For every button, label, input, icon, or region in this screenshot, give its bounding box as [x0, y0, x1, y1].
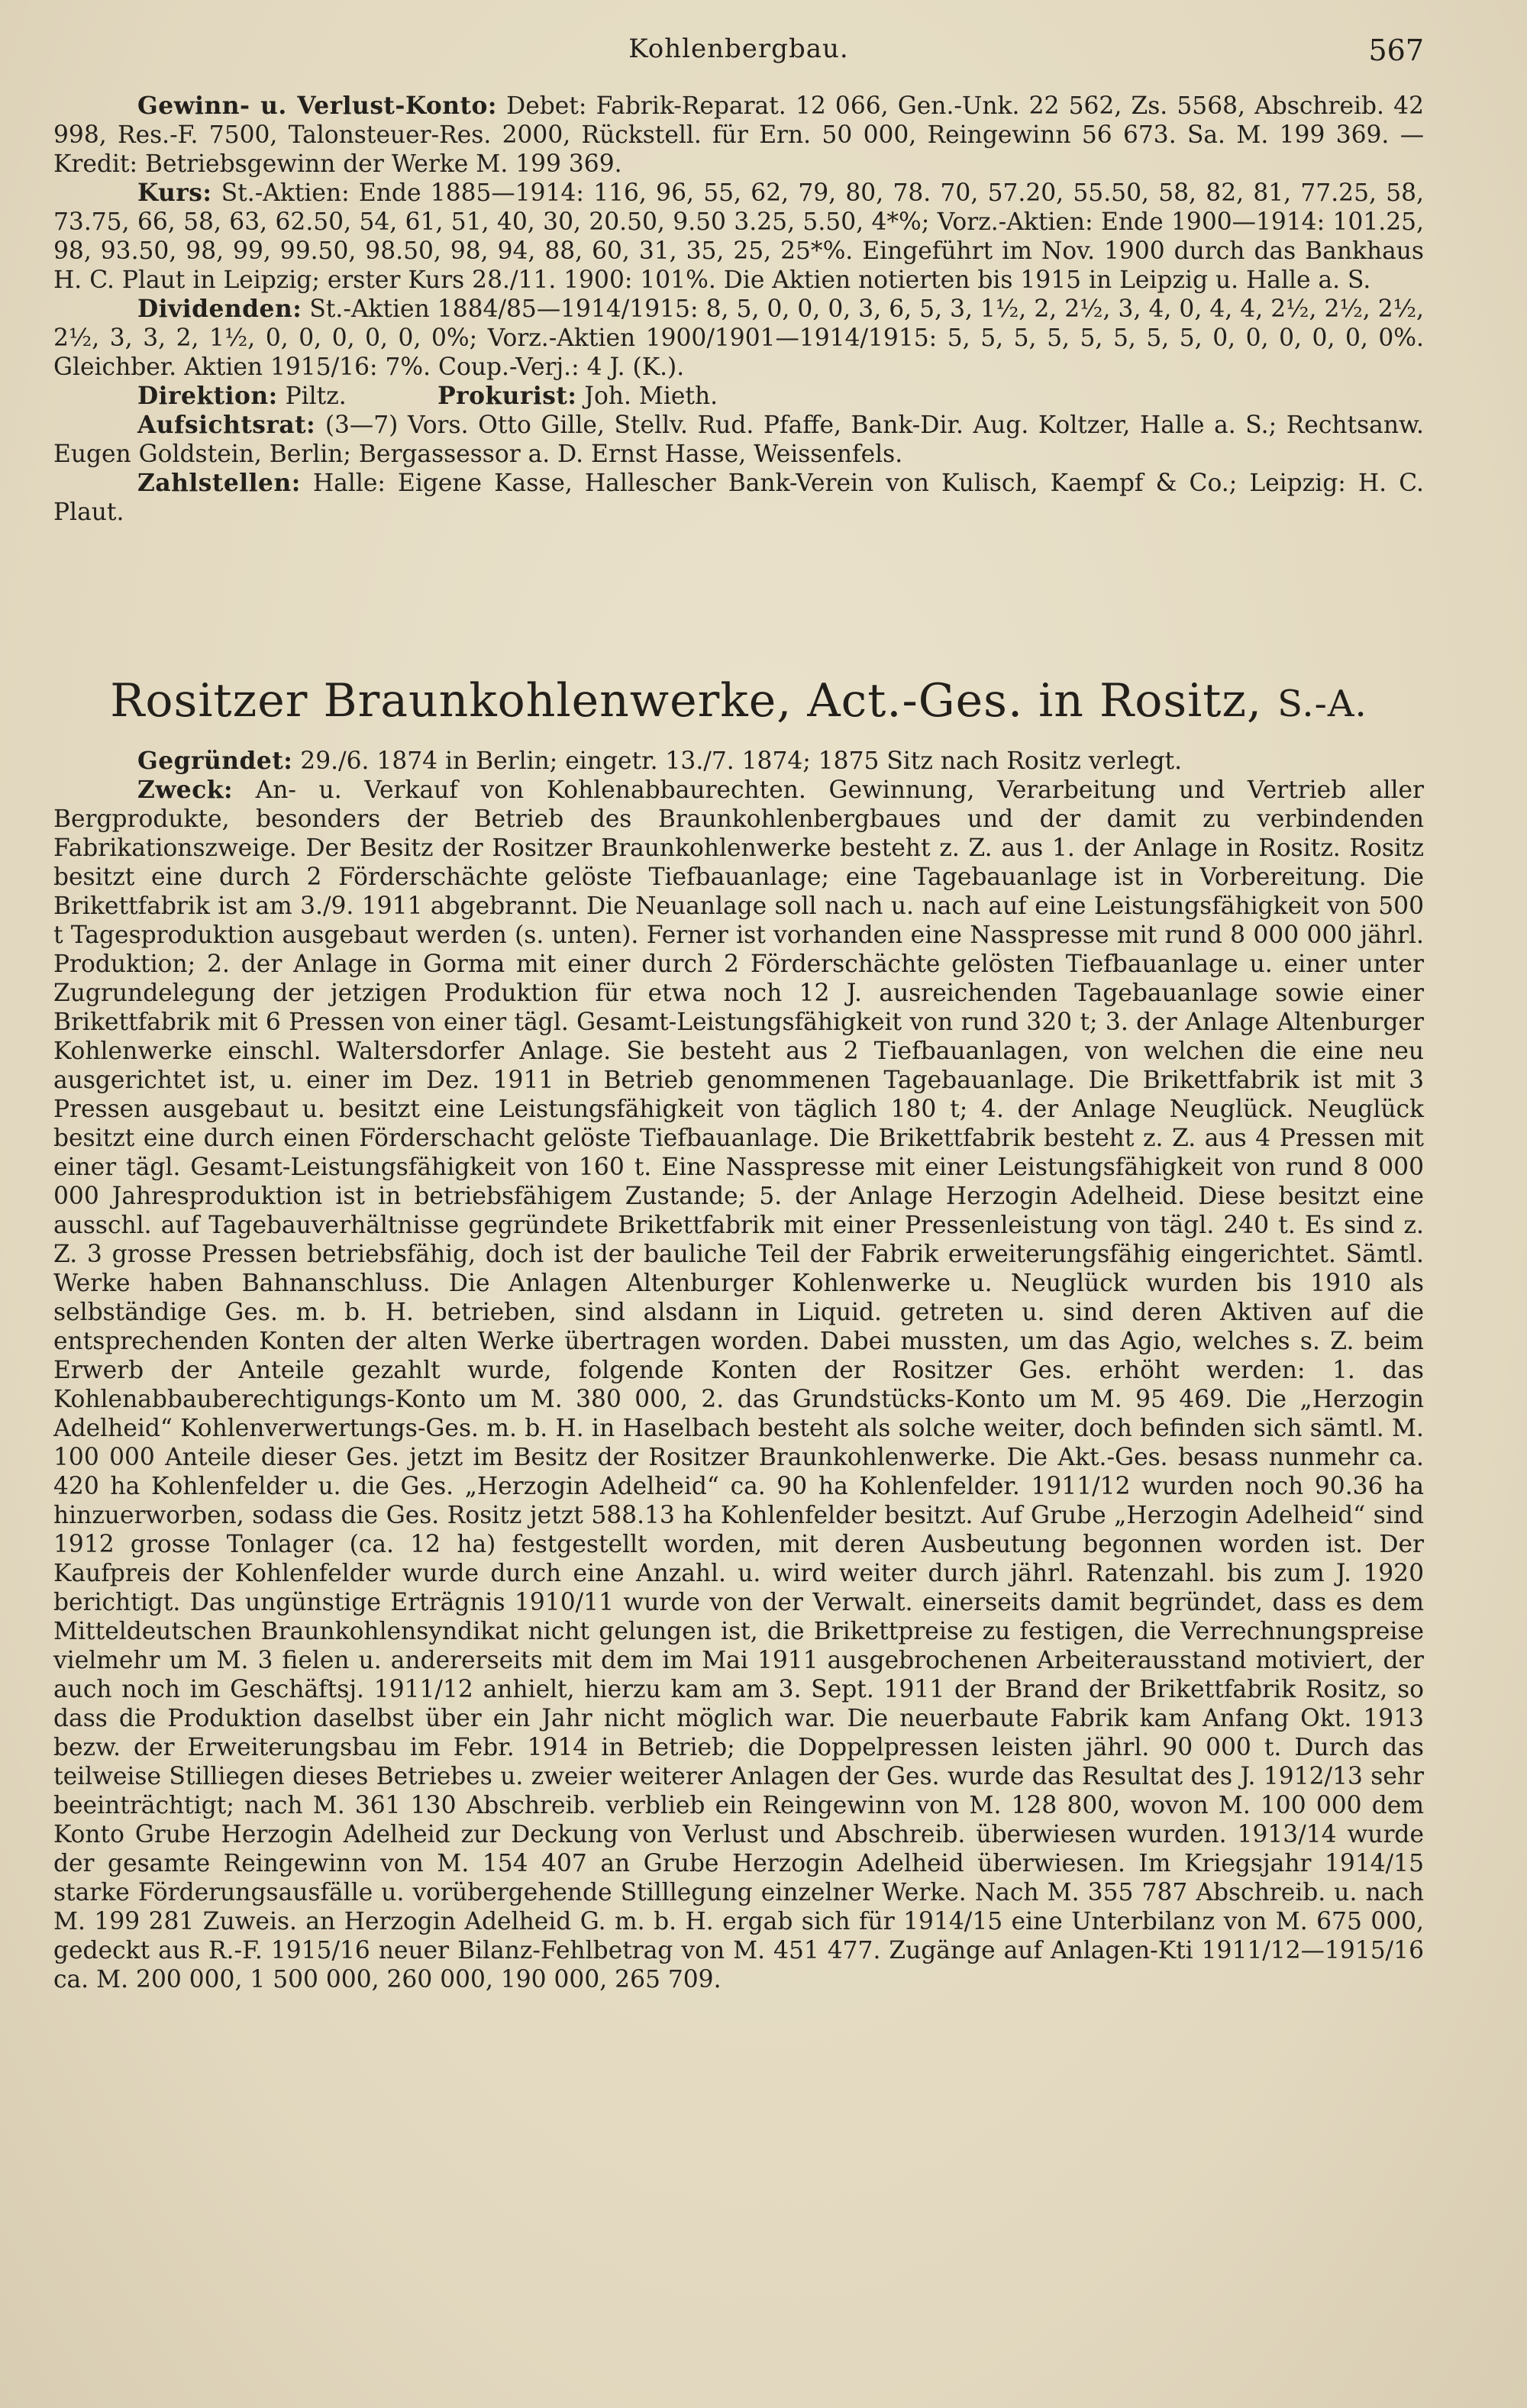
running-head: [53, 34, 1424, 72]
dividends-paragraph: [53, 295, 1424, 382]
profit-loss-text: Debet: Fabrik-Reparat. 12 066, Gen.-Unk. 22 562, Zs. 5568, Abschreib. 42 998, Res.-F. 7500, Talonsteuer-Res. 2000, Rückstell. für Ern. 50 000, Reingewinn 56 673. Sa. M. 199 369. — Kredit: Betriebsgewinn der Werke M. 199 369.: [53, 92, 1425, 178]
kurs-label: Kurs:: [137, 179, 212, 207]
supervisory-board-label: Aufsichtsrat:: [137, 412, 316, 439]
purpose-paragraph: [53, 776, 1424, 1994]
supervisory-board-text: (3—7) Vors. Otto Gille, Stellv. Rud. Pfaffe, Bank-Dir. Aug. Koltzer, Halle a. S.; Rechtsanw. Eugen Goldstein, Berlin; Bergassessor a. D. Ernst Hasse, Weissenfels.: [53, 412, 1424, 468]
running-head-title: Kohlenbergbau.: [628, 34, 849, 64]
paying-agents-paragraph: [53, 469, 1424, 527]
page-number: 567: [1368, 34, 1424, 67]
dividends-label: Dividenden:: [137, 295, 302, 323]
founded-text: 29./6. 1874 in Berlin; eingetr. 13./7. 1874; 1875 Sitz nach Rositz verlegt.: [300, 747, 1183, 775]
company-title: [53, 672, 1424, 733]
management-paragraph: [53, 382, 1424, 411]
company-title-text: Rositzer Braunkohlenwerke, Act.-Ges. in Rositz,: [110, 674, 1263, 728]
kurs-text: St.-Aktien: Ende 1885—1914: 116, 96, 55, 62, 79, 80, 78. 70, 57.20, 55.50, 58, 82, 81, 77.25, 58, 73.75, 66, 58, 63, 62.50, 54, 61, 51, 40, 30, 20.50, 9.50 3.25, 5.50, 4*%; Vorz.-Aktien: Ende 1900—1914: 101.25, 98, 93.50, 98, 99, 99.50, 98.50, 98, 94, 88, 60, 31, 35, 25, 25*%. Eingeführt im Nov. 1900 durch das Bankhaus H. C. Plaut in Leipzig; erster Kurs 28./11. 1900: 101%. Die Aktien notierten bis 1915 in Leipzig u. Halle a. S.: [53, 179, 1424, 294]
purpose-label: Zweck:: [137, 776, 233, 804]
previous-company-entry: [53, 92, 1424, 527]
company-title-suffix: S.-A.: [1277, 683, 1367, 725]
founded-paragraph: [53, 747, 1424, 776]
company-entry: [53, 672, 1424, 1994]
direction-value: Piltz.: [285, 383, 347, 410]
paying-agents-label: Zahlstellen:: [137, 470, 301, 497]
prokurist-value: Joh. Mieth.: [584, 383, 718, 410]
direction-label: Direktion:: [137, 383, 278, 410]
prokurist-label: Prokurist:: [437, 383, 577, 410]
kurs-paragraph: [53, 179, 1424, 295]
supervisory-board-paragraph: [53, 411, 1424, 469]
profit-loss-label: Gewinn- u. Verlust-Konto:: [137, 92, 497, 120]
dividends-text: St.-Aktien 1884/85—1914/1915: 8, 5, 0, 0, 0, 3, 6, 5, 3, 1½, 2, 2½, 3, 4, 0, 4, 4, 2½, 2½, 2½, 2½, 3, 3, 2, 1½, 0, 0, 0, 0, 0, 0%; Vorz.-Aktien 1900/1901—1914/1915: 5, 5, 5, 5, 5, 5, 5, 5, 0, 0, 0, 0, 0, 0%. Gleichber. Aktien 1915/16: 7%. Coup.-Verj.: 4 J. (K.).: [53, 295, 1424, 381]
founded-label: Gegründet:: [137, 747, 293, 775]
profit-loss-paragraph: [53, 92, 1424, 179]
paying-agents-text: Halle: Eigene Kasse, Hallescher Bank-Verein von Kulisch, Kaempf & Co.; Leipzig: H. C. Plaut.: [53, 470, 1424, 526]
purpose-text: An- u. Verkauf von Kohlenabbaurechten. Gewinnung, Verarbeitung und Vertrieb aller Bergprodukte, besonders der Betrieb des Braunkohlenbergbaues und der damit zu verbindenden Fabrikationszweige. Der Besitz der Rositzer Braunkohlenwerke besteht z. Z. aus 1. der Anlage in Rositz. Rositz besitzt eine durch 2 Förderschächte gelöste Tiefbauanlage; eine Tagebauanlage ist in Vorbereitung. Die Brikettfabrik ist am 3./9. 1911 abgebrannt. Die Neuanlage soll nach u. nach auf eine Leistungsfähigkeit von 500 t Tagesproduktion ausgebaut werden (s. unten). Ferner ist vorhanden eine Nasspresse mit rund 8 000 000 jährl. Produktion; 2. der Anlage in Gorma mit einer durch 2 Förderschächte gelösten Tiefbauanlage u. einer unter Zugrundelegung der jetzigen Produktion für etwa noch 12 J. ausreichenden Tagebauanlage sowie einer Brikettfabrik mit 6 Pressen von einer tägl. Gesamt-Leistungsfähigkeit von rund 320 t; 3. der Anlage Altenburger Kohlenwerke einschl. Waltersdorfer Anlage. Sie besteht aus 2 Tiefbauanlagen, von welchen die eine neu ausgerichtet ist, u. einer im Dez. 1911 in Betrieb genommenen Tagebauanlage. Die Brikettfabrik ist mit 3 Pressen ausgebaut u. besitzt eine Leistungsfähigkeit von täglich 180 t; 4. der Anlage Neuglück. Neuglück besitzt eine durch einen Förderschacht gelöste Tiefbauanlage. Die Brikettfabrik besteht z. Z. aus 4 Pressen mit einer tägl. Gesamt-Leistungsfähigkeit von 160 t. Eine Nasspresse mit einer Leistungsfähigkeit von rund 8 000 000 Jahresproduktion ist in betriebsfähigem Zustande; 5. der Anlage Herzogin Adelheid. Diese besitzt eine ausschl. auf Tagebauverhältnisse gegründete Brikettfabrik mit einer Pressenleistung von tägl. 240 t. Es sind z. Z. 3 grosse Pressen betriebsfähig, doch ist der bauliche Teil der Fabrik erweiterungsfähig eingerichtet. Sämtl. Werke haben Bahnanschluss. Die Anlagen Altenburger Kohlenwerke u. Neuglück wurden bis 1910 als selbständige Ges. m. b. H. betrieben, sind alsdann in Liquid. getreten u. sind deren Aktiven auf die entsprechenden Konten der alten Werke übertragen worden. Dabei mussten, um das Agio, welches s. Z. beim Erwerb der Anteile gezahlt wurde, folgende Konten der Rositzer Ges. erhöht werden: 1. das Kohlenabbauberechtigungs-Konto um M. 380 000, 2. das Grundstücks-Konto um M. 95 469. Die „Herzogin Adelheid“ Kohlenverwertungs-Ges. m. b. H. in Haselbach besteht als solche weiter, doch befinden sich sämtl. M. 100 000 Anteile dieser Ges. jetzt im Besitz der Rositzer Braunkohlenwerke. Die Akt.-Ges. besass nunmehr ca. 420 ha Kohlenfelder u. die Ges. „Herzogin Adelheid“ ca. 90 ha Kohlenfelder. 1911/12 wurden noch 90.36 ha hinzuerworben, sodass die Ges. Rositz jetzt 588.13 ha Kohlenfelder besitzt. Auf Grube „Herzogin Adelheid“ sind 1912 grosse Tonlager (ca. 12 ha) festgestellt worden, mit deren Ausbeutung begonnen worden ist. Der Kaufpreis der Kohlenfelder wurde durch eine Anzahl. u. wird weiter durch jährl. Ratenzahl. bis zum J. 1920 berichtigt. Das ungünstige Erträgnis 1910/11 wurde von der Verwalt. einerseits damit begründet, dass es dem Mitteldeutschen Braunkohlensyndikat nicht gelungen ist, die Brikettpreise zu festigen, die Verrechnungspreise vielmehr um M. 3 fielen u. andererseits mit dem im Mai 1911 ausgebrochenen Arbeiterausstand motiviert, der auch noch im Geschäftsj. 1911/12 anhielt, hierzu kam am 3. Sept. 1911 der Brand der Brikettfabrik Rositz, so dass die Produktion daselbst über ein Jahr nicht möglich war. Die neuerbaute Fabrik kam Anfang Okt. 1913 bezw. der Erweiterungsbau im Febr. 1914 in Betrieb; die Doppelpressen leisten jährl. 90 000 t. Durch das teilweise Stilliegen dieses Betriebes u. zweier weiterer Anlagen der Ges. wurde das Resultat des J. 1912/13 sehr beeinträchtigt; nach M. 361 130 Abschreib. verblieb ein Reingewinn von M. 128 800, wovon M. 100 000 dem Konto Grube Herzogin Adelheid zur Deckung von Verlust und Abschreib. überwiesen wurden. 1913/14 wurde der gesamte Reingewinn von M. 154 407 an Grube Herzogin Adelheid überwiesen. Im Kriegsjahr 1914/15 starke Förderungsausfälle u. vorübergehende Stilllegung einzelner Werke. Nach M. 355 787 Abschreib. u. nach M. 199 281 Zuweis. an Herzogin Adelheid G. m. b. H. ergab sich für 1914/15 eine Unterbilanz von M. 675 000, gedeckt aus R.-F. 1915/16 neuer Bilanz-Fehlbetrag von M. 451 477. Zugänge auf Anlagen-Kti 1911/12—1915/16 ca. M. 200 000, 1 500 000, 260 000, 190 000, 265 709.: [53, 776, 1424, 1993]
